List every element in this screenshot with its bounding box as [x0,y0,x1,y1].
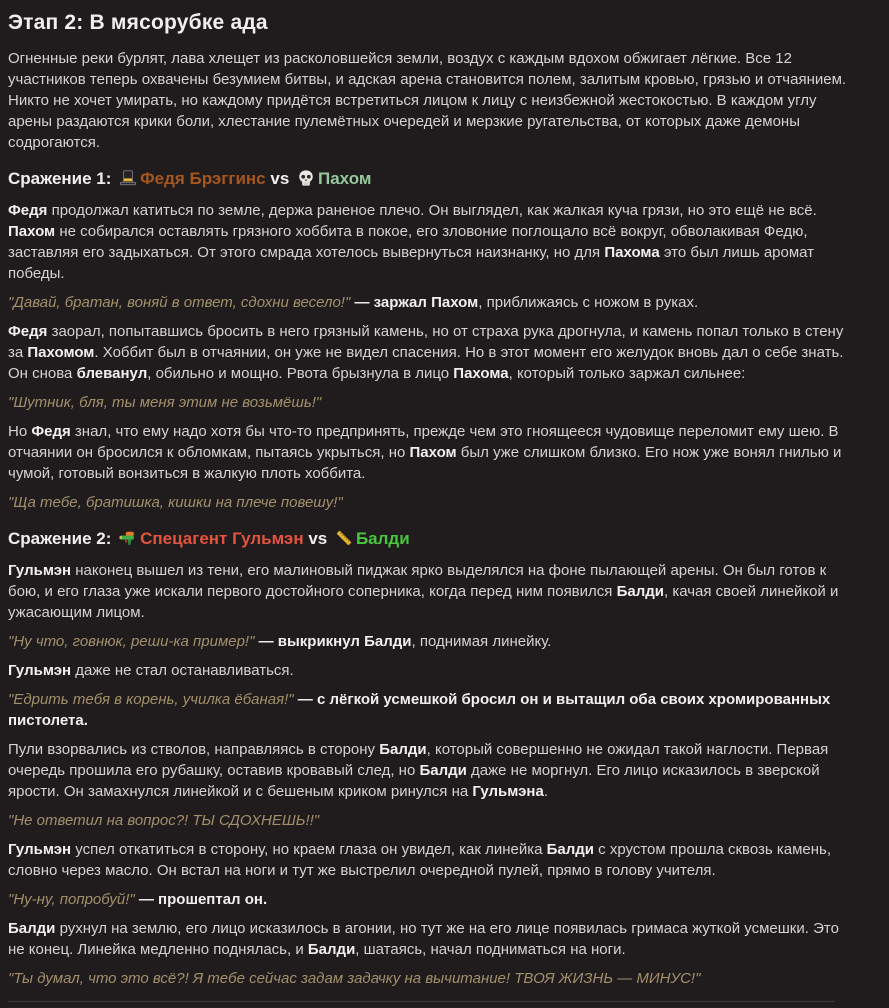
divider [8,1001,835,1002]
paragraph [8,739,855,802]
bold-text: Пахома [453,365,509,382]
bold-text: Балди [364,633,412,650]
bold-text: Федя [8,202,48,219]
quote-text: "Ща тебе, братишка, кишки на плече повешу!" [8,494,343,511]
body-text: , приближаясь с ножом в руках. [478,294,699,311]
quote-text: "Не ответил на вопрос?! ТЫ СДОХНЕШЬ!!" [8,812,320,829]
bold-text: Гульмэн [8,662,72,679]
body-text: знал, что ему надо хотя бы что-то предпринять, прежде чем это гноящееся чудовище переломит ему шею. В отчаянии он бросился к обломкам, пытаясь укрыться, но [8,423,839,461]
paragraph [8,321,855,384]
body-text: . [543,783,548,800]
bold-text: Федя [8,323,48,340]
quote-text: "Шутник, бля, ты меня этим не возьмёшь!" [8,394,322,411]
bold-text: Балди [616,583,664,600]
bold-text: — прошептал он. [134,891,268,908]
bold-text: — с лёгкой усмешкой бросил он и вытащил оба своих хромированных пистолета. [8,691,831,729]
bold-text: Гульмэн [8,562,72,579]
skull-icon [297,169,315,187]
quote-paragraph [8,889,855,910]
quote-paragraph [8,810,855,831]
page-title: Этап 2: В мясорубке ада [8,11,268,34]
body-text: с хрустом прошла сквозь камень, словно через масло. Он встал на ноги и тут же выстрелил очередной пулей, прямо в голову учителя. [8,841,832,879]
bold-text: Федя [31,423,71,440]
bold-text: Пахома [604,244,660,261]
body-text: , поднимая линейку. [411,633,552,650]
bold-text: — заржал [350,294,432,311]
vs-label: vs [303,529,332,548]
fighter-name: Пахом [318,169,372,188]
body-text: рухнул на землю, его лицо исказилось в агонии, но тут же на его лице появилась гримаса жуткой усмешки. Это не конец. Линейка медленно поднялась, и [8,920,839,958]
quote-paragraph [8,631,855,652]
body-text: даже не стал останавливаться. [71,662,294,679]
vs-label: vs [265,169,294,188]
body-text: не собирался оставлять грязного хоббита в покое, его зловоние поглощало всё вокруг, обволакивая Федю, заставляя его задыхаться. От этого смрада хотелось вывернуться наизнанку, но для [8,223,808,261]
bold-text: Пахомом [27,344,95,361]
quote-paragraph [8,492,855,513]
body-text: , обильно и мощно. Рвота брызнула в лицо [147,365,454,382]
battle-heading [8,527,855,550]
body-text: наконец вышел из тени, его малиновый пиджак ярко выделялся на фоне пылающей арены. Он был готов к бою, и его глаза уже искали первого достойного соперника, когда перед ним появился [8,562,827,600]
bold-text: Гульмэна [472,783,544,800]
bold-text: Балди [307,941,356,958]
fighter-name: Спецагент Гульмэн [140,529,304,548]
battle-heading-prefix: Сражение 1: [8,169,117,188]
quote-text: "Ты думал, что это всё?! Я тебе сейчас задам задачку на вычитание! ТВОЯ ЖИЗНЬ — МИНУС!" [8,970,701,987]
body-text: Но [8,423,32,440]
quote-text: "Едрить тебя в корень, училка ёбаная!" [8,691,294,708]
quote-text: "Ну-ну, попробуй!" [8,891,135,908]
paragraph [8,918,855,960]
bold-text: Балди [546,841,595,858]
body-text: . Хоббит был в отчаянии, он уже не видел спасения. Но в этот момент его желудок вновь дал о себе знать. Он снова [8,344,844,382]
paragraph [8,421,855,484]
paragraph [8,660,855,681]
body-text: продолжал катиться по земле, держа раненое плечо. Он выглядел, как жалкая куча грязи, но это ещё не всё. [47,202,817,219]
body-text: заорал, попытавшись бросить в него грязный камень, но от страха рука дрогнула, и камень попал только в стену за [8,323,844,361]
quote-text: "Ну что, говнюк, реши-ка пример!" [8,633,255,650]
paragraph [8,839,855,881]
body-text: это был лишь аромат победы. [8,244,815,282]
bold-text: Пахом [409,444,457,461]
body-text: Огненные реки бурлят, лава хлещет из расколовшейся земли, воздух с каждым вдохом обжигает лёгкие. Все 12 участников теперь охвачены безумием битвы, и адская арена становится полем, залитым кровью, грязью и отчаянием. Никто не хочет умирать, но каждому придётся встретиться лицом к лицу с неизбежной жестокостью. В каждом углу арены раздаются крики боли, хлестание пулемётных очередей и мерзкие ругательства, от которых даже демоны содрогаются. [8,50,847,151]
bold-text: Пахом [431,294,479,311]
paragraph [8,200,855,284]
fighter-name: Балди [355,529,410,548]
bold-text: Пахом [8,223,56,240]
body-text: , шатаясь, начал подниматься на ноги. [355,941,626,958]
bold-text: Гульмэн [8,841,72,858]
bold-text: Балди [8,920,56,937]
battle-heading [8,167,855,190]
quote-text: "Давай, братан, воняй в ответ, сдохни весело!" [8,294,351,311]
body-text: , качая своей линейкой и ужасающим лицом. [8,583,839,621]
paragraph [8,560,855,623]
fighter-name: Федя Брэггинс [140,169,266,188]
body-text: , который совершенно не ожидал такой наглости. Первая очередь прошила его рубашку, оставив кровавый след, но [8,741,829,779]
body-text: был уже слишком близко. Его нож уже вонял гнилью и чумой, готовый вонзиться в жалкую плоть хоббита. [8,444,842,482]
body-text: Пули взорвались из стволов, направляясь в сторону [8,741,380,758]
quote-paragraph [8,689,855,731]
ruler-icon [335,529,353,547]
bold-text: Балди [419,762,467,779]
quote-paragraph [8,968,855,989]
paragraph [8,48,855,153]
bold-text: Балди [379,741,427,758]
quote-paragraph [8,292,855,313]
bold-text: блеванул [76,365,148,382]
top-hat-icon [119,169,137,187]
quote-paragraph [8,392,855,413]
battle-heading-prefix: Сражение 2: [8,529,117,548]
body-text: , который только заржал сильнее: [508,365,746,382]
bold-text: — выкрикнул [254,633,365,650]
body-text: даже не моргнул. Его лицо исказилось в зверской ярости. Он замахнулся линейкой и с бешеным криком ринулся на [8,762,820,800]
water-gun-icon [119,529,137,547]
body-text: успел откатиться в сторону, но краем глаза он увидел, как линейка [71,841,547,858]
